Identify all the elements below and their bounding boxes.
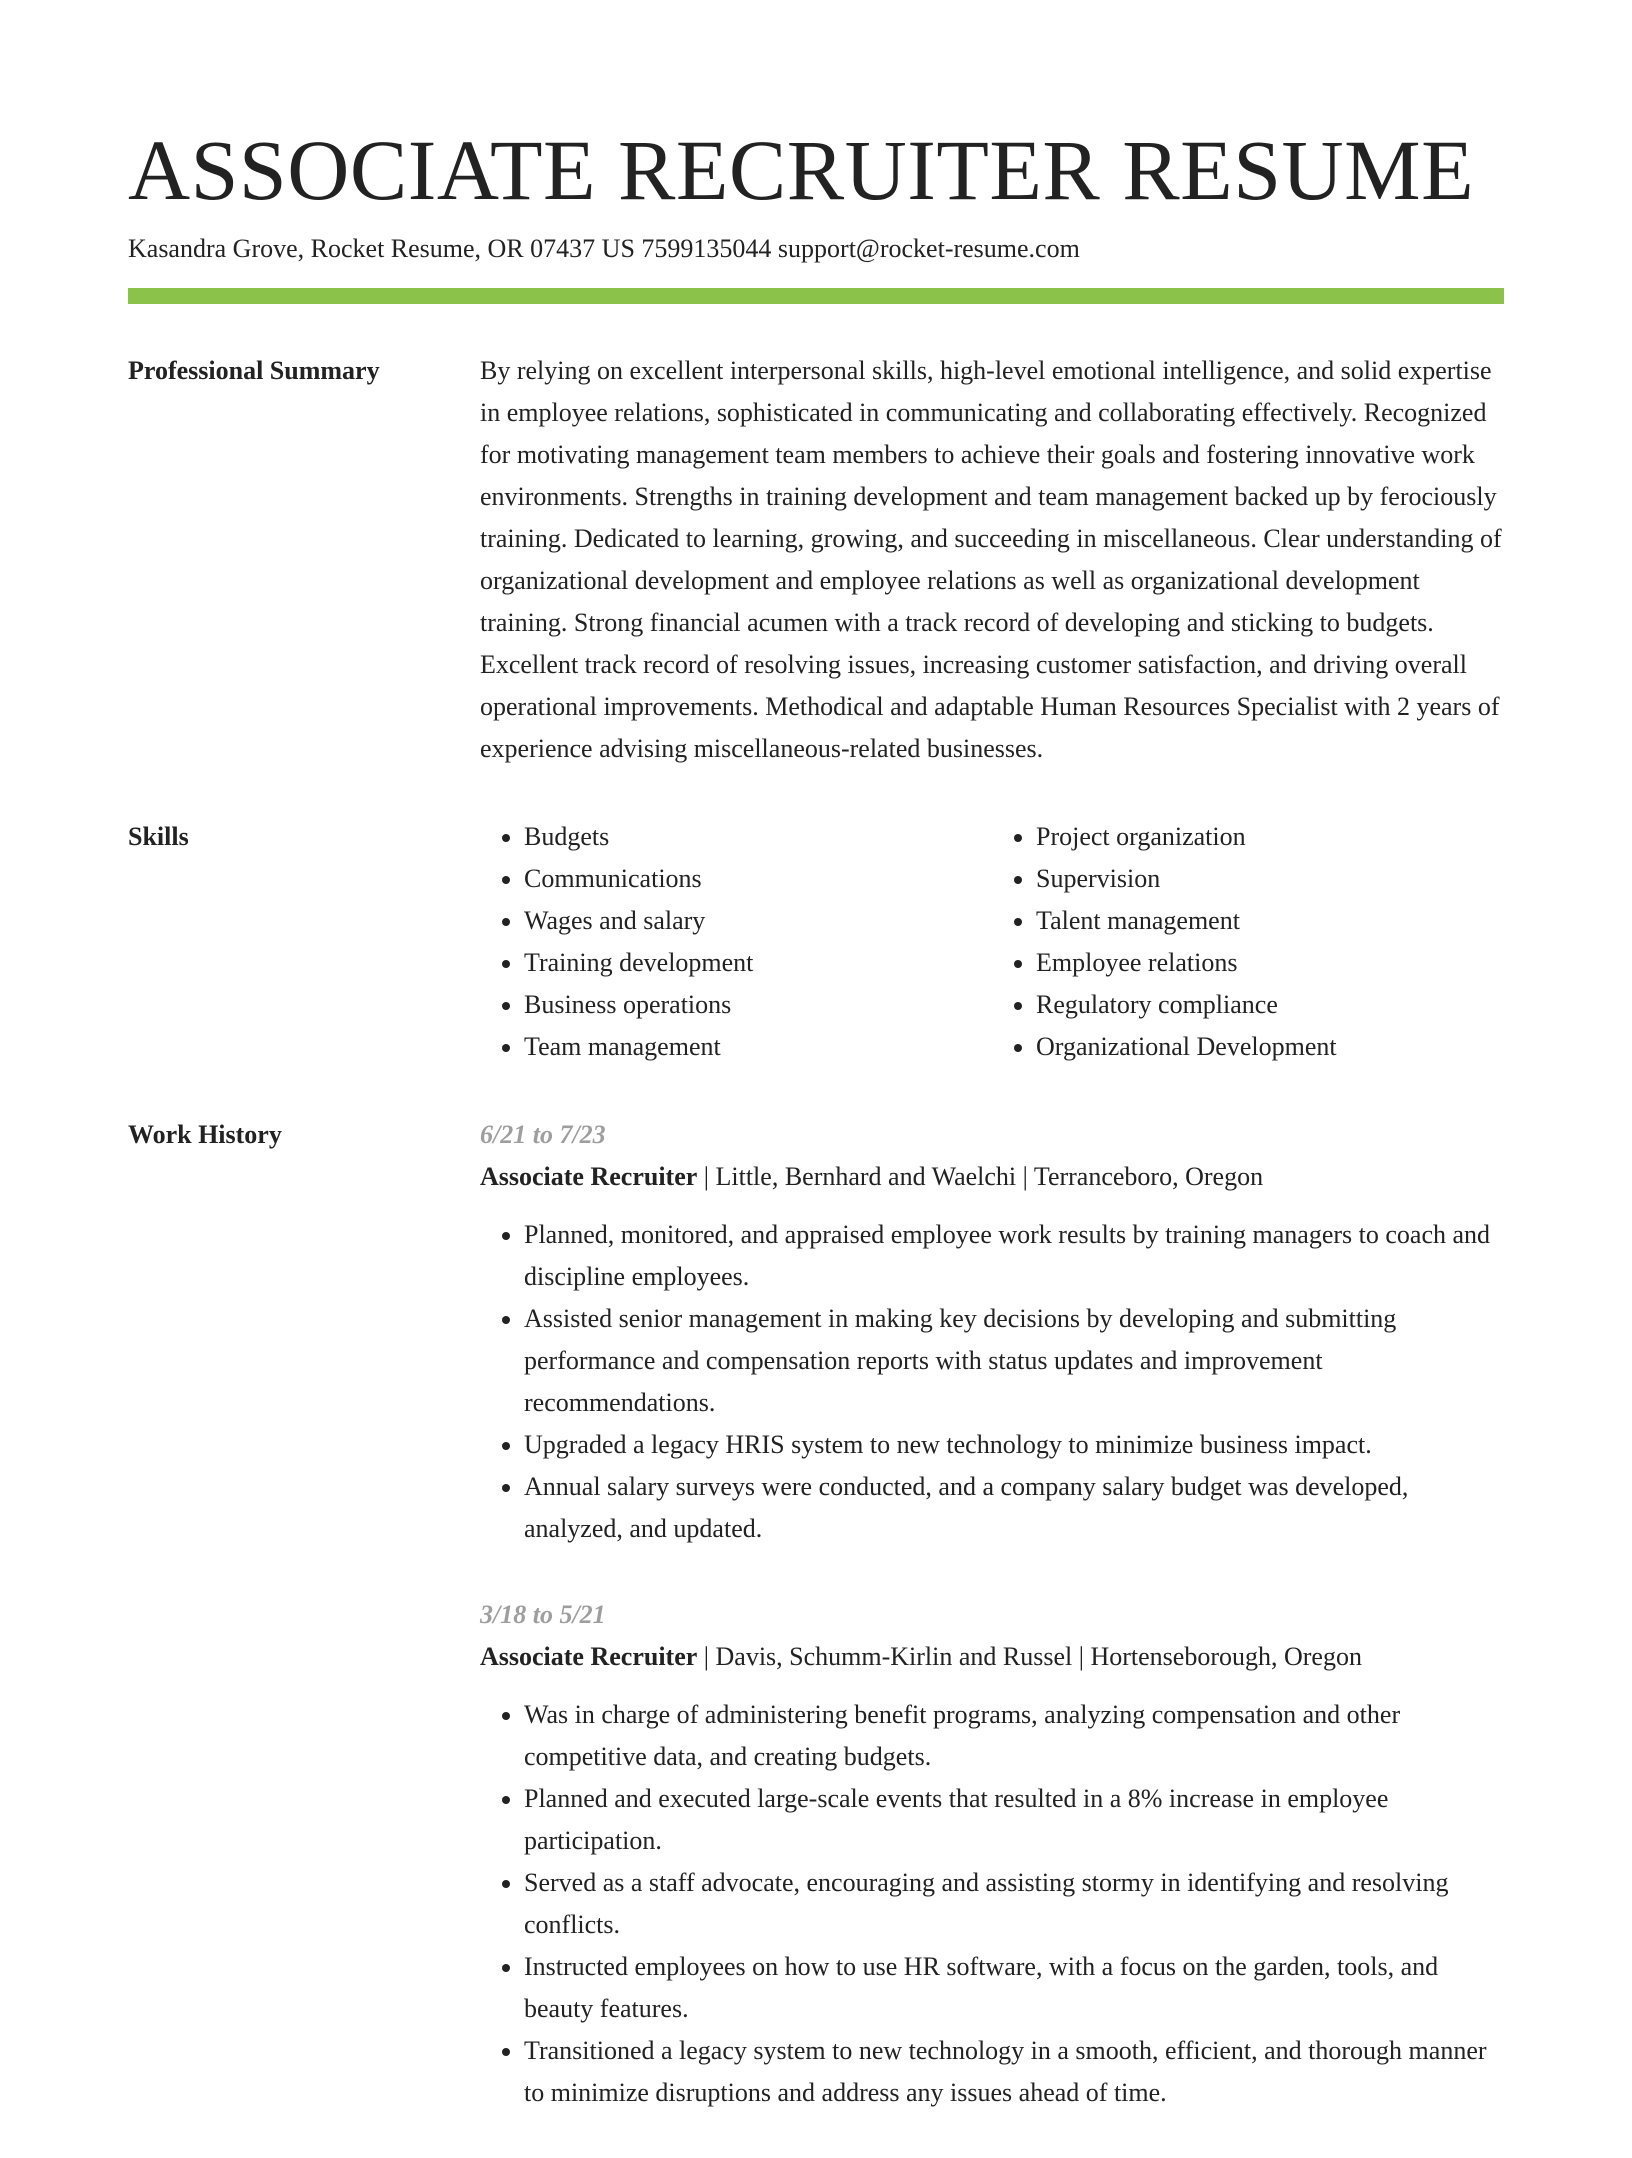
skill-item: • Training development bbox=[524, 942, 992, 984]
accent-divider bbox=[128, 288, 1504, 304]
skills-list-left bbox=[480, 816, 992, 1068]
skill-item: • Employee relations bbox=[1036, 942, 1504, 984]
summary-text: By relying on excellent interpersonal skills, high-level emotional intelligence, and solid expertise in employee relations, sophisticated in communicating and collaborating effectively. Recognized for motivating management team members to achieve their goals and fostering innovative work environments. Strengths in training development and team management backed up by ferociously training. Dedicated to learning, growing, and succeeding in miscellaneous. Clear understanding of organizational development and employee relations as well as organizational development training. Strong financial acumen with a track record of developing and sticking to budgets. Excellent track record of resolving issues, increasing customer satisfaction, and driving overall operational improvements. Methodical and adaptable Human Resources Specialist with 2 years of experience advising miscellaneous-related businesses. bbox=[480, 356, 1502, 763]
job-employer-location: | Davis, Schumm-Kirlin and Russel | Hortenseborough, Oregon bbox=[697, 1642, 1362, 1671]
job-bullet: • Planned, monitored, and appraised employee work results by training managers to coach and discipline employees. bbox=[524, 1214, 1504, 1298]
job-bullets bbox=[480, 1694, 1504, 2114]
skill-item: • Talent management bbox=[1036, 900, 1504, 942]
job-bullet: • Planned and executed large-scale events that resulted in a 8% increase in employee participation. bbox=[524, 1778, 1504, 1862]
job-bullet: • Assisted senior management in making key decisions by developing and submitting performance and compensation reports with status updates and improvement recommendations. bbox=[524, 1298, 1504, 1424]
job-bullet: • Served as a staff advocate, encouraging and assisting stormy in identifying and resolving conflicts. bbox=[524, 1862, 1504, 1946]
job-heading bbox=[480, 1636, 1504, 1678]
job-employer-location: | Little, Bernhard and Waelchi | Terranceboro, Oregon bbox=[697, 1162, 1264, 1191]
job-bullet: • Transitioned a legacy system to new technology in a smooth, efficient, and thorough manner to minimize disruptions and address any issues ahead of time. bbox=[524, 2030, 1504, 2114]
skill-item: • Organizational Development bbox=[1036, 1026, 1504, 1068]
work-history-heading: Work History bbox=[128, 1120, 282, 1149]
summary-body bbox=[480, 350, 1504, 770]
job-bullet: • Was in charge of administering benefit programs, analyzing compensation and other competitive data, and creating budgets. bbox=[524, 1694, 1504, 1778]
skills-body bbox=[480, 816, 1504, 1068]
skills-grid bbox=[480, 816, 1504, 1068]
job-bullet: • Annual salary surveys were conducted, and a company salary budget was developed, analyzed, and updated. bbox=[524, 1466, 1504, 1550]
job-dates: 3/18 to 5/21 bbox=[480, 1600, 606, 1629]
skills-heading: Skills bbox=[128, 822, 189, 851]
job-title: Associate Recruiter bbox=[480, 1162, 698, 1191]
skill-item: • Communications bbox=[524, 858, 992, 900]
job-dates: 6/21 to 7/23 bbox=[480, 1120, 606, 1149]
job-bullet: • Upgraded a legacy HRIS system to new technology to minimize business impact. bbox=[524, 1424, 1504, 1466]
job-entry bbox=[480, 1594, 1504, 2114]
job-bullets bbox=[480, 1214, 1504, 1550]
summary-heading: Professional Summary bbox=[128, 356, 380, 385]
skill-item: • Regulatory compliance bbox=[1036, 984, 1504, 1026]
job-heading bbox=[480, 1156, 1504, 1198]
job-entry bbox=[480, 1114, 1504, 1550]
work-history-body bbox=[480, 1114, 1504, 2158]
job-bullet: • Instructed employees on how to use HR software, with a focus on the garden, tools, and beauty features. bbox=[524, 1946, 1504, 2030]
skill-item: • Supervision bbox=[1036, 858, 1504, 900]
skill-item: • Project organization bbox=[1036, 816, 1504, 858]
contact-line: Kasandra Grove, Rocket Resume, OR 07437 US 7599135044 support@rocket-resume.com bbox=[128, 234, 1080, 263]
resume-page bbox=[128, 120, 1504, 2158]
summary-section bbox=[128, 356, 1504, 770]
skills-list-right bbox=[992, 816, 1504, 1068]
work-history-section bbox=[128, 1120, 1504, 2158]
skill-item: • Wages and salary bbox=[524, 900, 992, 942]
skills-section bbox=[128, 822, 1504, 1068]
job-title: Associate Recruiter bbox=[480, 1642, 698, 1671]
skill-item: • Business operations bbox=[524, 984, 992, 1026]
skill-item: • Budgets bbox=[524, 816, 992, 858]
skill-item: • Team management bbox=[524, 1026, 992, 1068]
resume-title: ASSOCIATE RECRUITER RESUME bbox=[128, 122, 1475, 218]
